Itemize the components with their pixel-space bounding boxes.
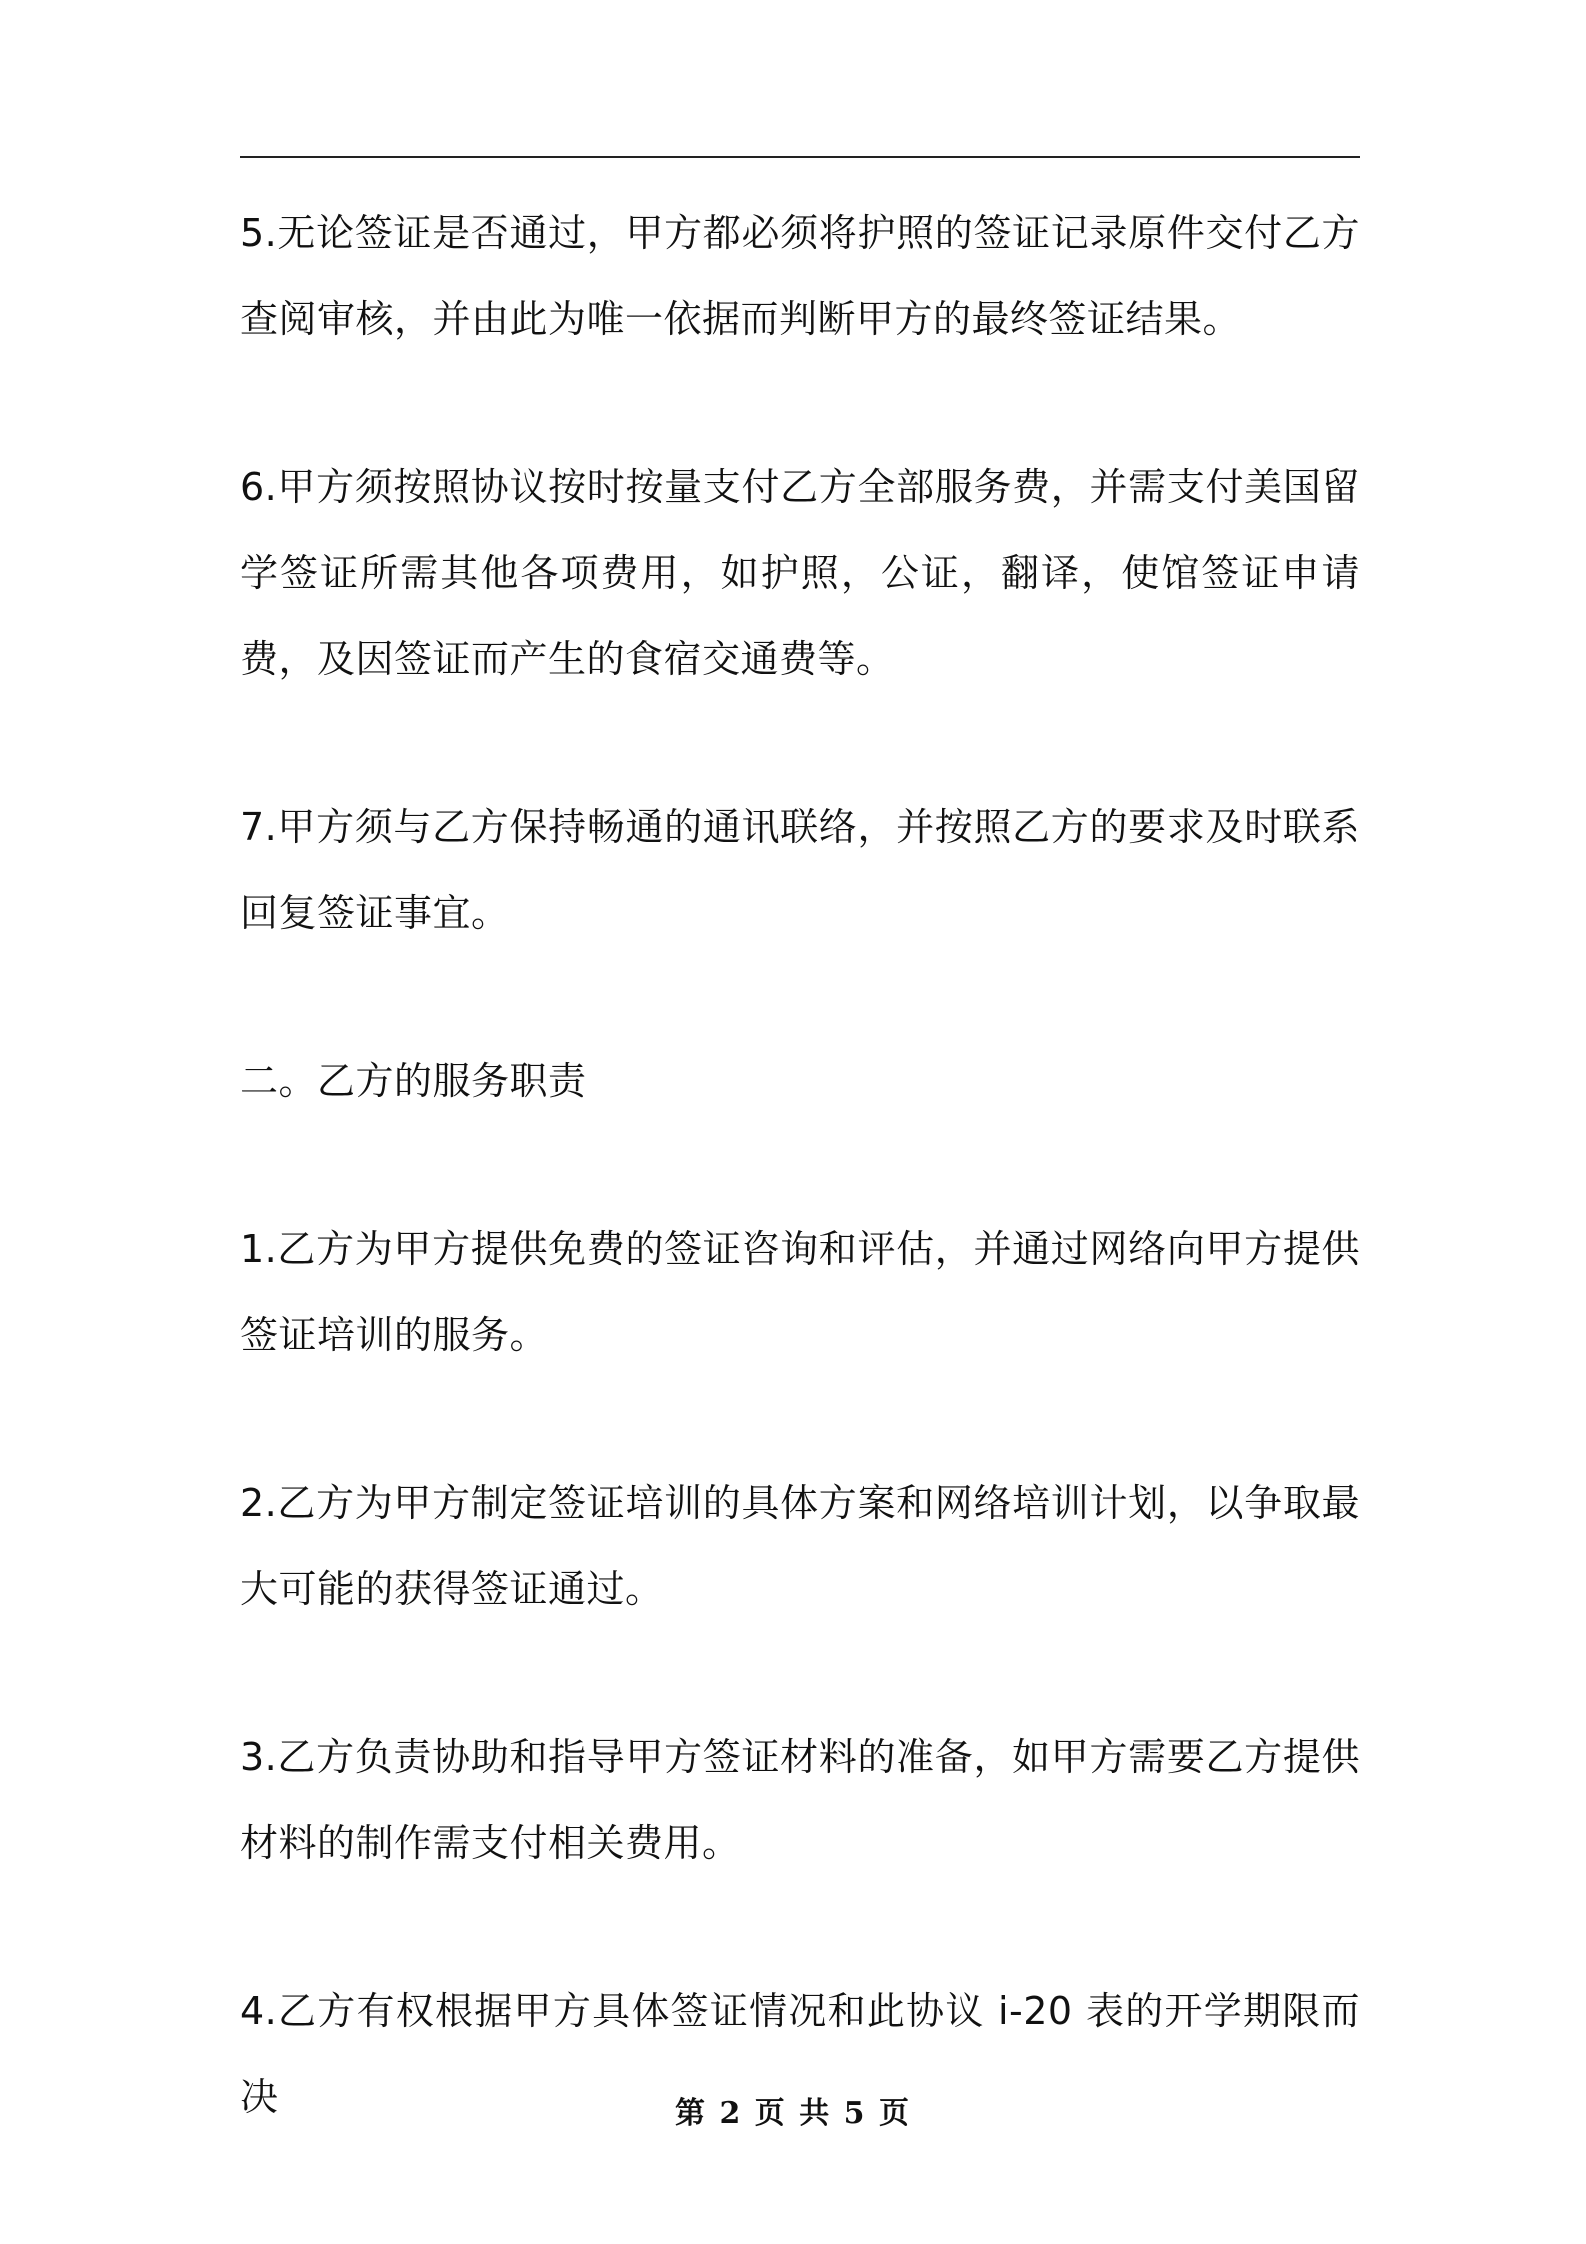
paragraph-service-4: 4.乙方有权根据甲方具体签证情况和此协议 i-20 表的开学期限而决 [240, 1989, 1360, 2119]
paragraph-clause-6: 6.甲方须按照协议按时按量支付乙方全部服务费，并需支付美国留学签证所需其他各项费用，如护照，公证，翻译，使馆签证申请费，及因签证而产生的食宿交通费等。 [240, 465, 1360, 681]
paragraph-service-2: 2.乙方为甲方制定签证培训的具体方案和网络培训计划，以争取最大可能的获得签证通过。 [240, 1481, 1360, 1611]
paragraph-clause-7: 7.甲方须与乙方保持畅通的通讯联络，并按照乙方的要求及时联系回复签证事宜。 [240, 805, 1360, 935]
header-rule [240, 156, 1360, 158]
paragraph-clause-5: 5.无论签证是否通过，甲方都必须将护照的签证记录原件交付乙方查阅审核，并由此为唯一依据而判断甲方的最终签证结果。 [240, 211, 1360, 341]
section-heading: 二。乙方的服务职责 [240, 1059, 587, 1103]
paragraph-service-3: 3.乙方负责协助和指导甲方签证材料的准备，如甲方需要乙方提供材料的制作需支付相关费用。 [240, 1735, 1360, 1865]
page-number: 第 2 页 共 5 页 [675, 2096, 911, 2131]
paragraph-service-1: 1.乙方为甲方提供免费的签证咨询和评估，并通过网络向甲方提供签证培训的服务。 [240, 1227, 1360, 1357]
document-body [240, 190, 1360, 2222]
